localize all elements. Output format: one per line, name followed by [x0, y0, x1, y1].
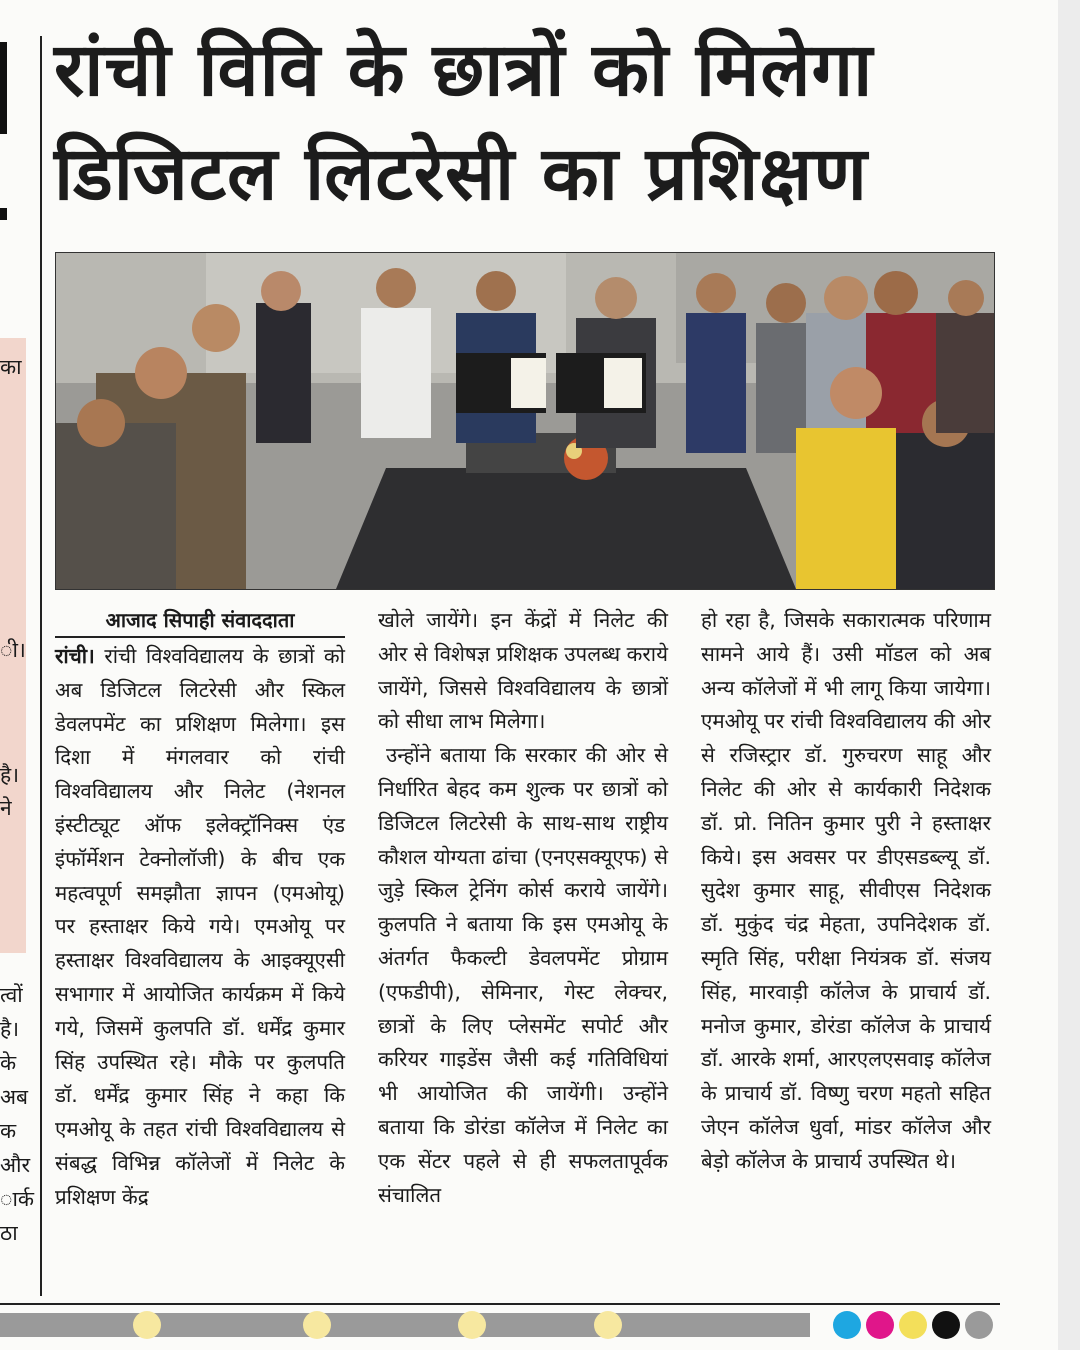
article-column-1: [55, 606, 345, 1215]
registration-dot: [133, 1311, 161, 1339]
fragment-text: है।: [0, 1017, 20, 1041]
adjacent-headline-fragment: [0, 42, 7, 134]
fragment-text: ठा: [0, 1221, 18, 1245]
fragment-text: क: [0, 1119, 17, 1143]
color-mark-yellow: [899, 1311, 927, 1339]
registration-dot: [594, 1311, 622, 1339]
fragment-text: और: [0, 1153, 31, 1177]
dateline: रांची।: [55, 644, 95, 668]
article-column-2: [378, 604, 668, 1212]
adjacent-article-fragment: [0, 0, 35, 1300]
mou-signing-photo-icon: [56, 253, 994, 589]
adjacent-headline-fragment: [0, 208, 7, 220]
color-mark-cyan: [833, 1311, 861, 1339]
fragment-text: ार्क: [0, 1187, 35, 1211]
paragraph-text: रांची विश्वविद्यालय के छात्रों को अब डिजिटल लिटरेसी और स्किल डेवलपमेंट का प्रशिक्षण मिलेगा। इस दिशा में मंगलवार को रांची विश्वविद्यालय और निलेट (नेशनल इंस्टीट्यूट ऑफ इलेक्ट्रॉनिक्स एंड इंफॉर्मेशन टेक्नोलॉजी) के बीच एक महत्वपूर्ण समझौता ज्ञापन (एमओयू) पर हस्ताक्षर किये गये। एमओयू पर हस्ताक्षर विश्वविद्यालय के आइक्यूएसी सभागार में आयोजित कार्यक्रम में किये गये, जिसमें कुलपति डॉ. धर्मेंद्र कुमार सिंह उपस्थित रहे। मौके पर कुलपति डॉ. धर्मेंद्र कुमार सिंह ने कहा कि एमओयू के तहत रांची विश्वविद्यालय से संबद्ध विभिन्न कॉलेजों में निलेट के प्रशिक्षण केंद्र: [55, 644, 345, 1209]
column-rule: [40, 36, 42, 1296]
page-bottom-rule: [0, 1303, 1000, 1305]
page-footer-bar: [0, 1313, 810, 1337]
fragment-text: ी।: [0, 638, 26, 662]
registration-dot: [458, 1311, 486, 1339]
article-column-3: [701, 604, 991, 1179]
fragment-text: अब: [0, 1085, 29, 1109]
news-photo: [55, 252, 995, 590]
byline: आजाद सिपाही संवाददाता: [55, 606, 345, 638]
page-margin: [1058, 0, 1080, 1350]
color-mark-black: [932, 1311, 960, 1339]
paragraph: खोले जायेंगे। इन केंद्रों में निलेट की ओर से विशेषज्ञ प्रशिक्षक उपलब्ध कराये जायेंगे, जिससे विश्वविद्यालय के छात्रों को सीधा लाभ मिलेगा।: [378, 608, 668, 734]
color-mark-gray: [965, 1311, 993, 1339]
color-mark-magenta: [866, 1311, 894, 1339]
fragment-text: है।: [0, 763, 20, 787]
fragment-text: त्वों: [0, 983, 23, 1007]
paragraph: हो रहा है, जिसके सकारात्मक परिणाम सामने आये हैं। उसी मॉडल को अब अन्य कॉलेजों में भी लागू किया जायेगा। एमओयू पर रांची विश्वविद्यालय की ओर से रजिस्ट्रार डॉ. गुरुचरण साहू और निलेट की ओर से कार्यकारी निदेशक डॉ. प्रो. नितिन कुमार पुरी ने हस्ताक्षर किये। इस अवसर पर डीएसडब्ल्यू डॉ. सुदेश कुमार साहू, सीवीएस निदेशक डॉ. मुकुंद चंद्र मेहता, उपनिदेशक डॉ. स्मृति सिंह, परीक्षा नियंत्रक डॉ. संजय सिंह, मारवाड़ी कॉलेज के प्राचार्य डॉ. मनोज कुमार, डोरंडा कॉलेज के प्राचार्य डॉ. आरके शर्मा, आरएलएसवाइ कॉलेज के प्राचार्य डॉ. विष्णु चरण महतो सहित जेएन कॉलेज धुर्वा, मांडर कॉलेज और बेड़ो कॉलेज के प्राचार्य उपस्थित थे।: [701, 608, 991, 1173]
registration-dot: [303, 1311, 331, 1339]
headline-line-2: डिजिटल लिटरेसी का प्रशिक्षण: [54, 131, 868, 217]
fragment-text: के: [0, 1051, 17, 1075]
fragment-text: ने: [0, 796, 12, 820]
fragment-text: का: [0, 355, 22, 379]
paragraph: [55, 640, 345, 1215]
paragraph: उन्होंने बताया कि सरकार की ओर से निर्धारित बेहद कम शुल्क पर छात्रों को डिजिटल लिटरेसी के साथ-साथ राष्ट्रीय कौशल योग्यता ढांचा (एनएसक्यूएफ) से जुड़े स्किल ट्रेनिंग कोर्स कराये जायेंगे। कुलपति ने बताया कि इस एमओयू के अंतर्गत फैकल्टी डेवलपमेंट प्रोग्राम (एफडीपी), सेमिनार, गेस्ट लेक्चर, छात्रों के लिए प्लेसमेंट सपोर्ट और करियर गाइडेंस जैसी कई गतिविधियां भी आयोजित की जायेंगी। उन्होंने बताया कि डोरंडा कॉलेज में निलेट का एक सेंटर पहले से ही सफलतापूर्वक संचालित: [378, 743, 668, 1207]
headline-line-1: रांची विवि के छात्रों को मिलेगा: [54, 27, 874, 113]
